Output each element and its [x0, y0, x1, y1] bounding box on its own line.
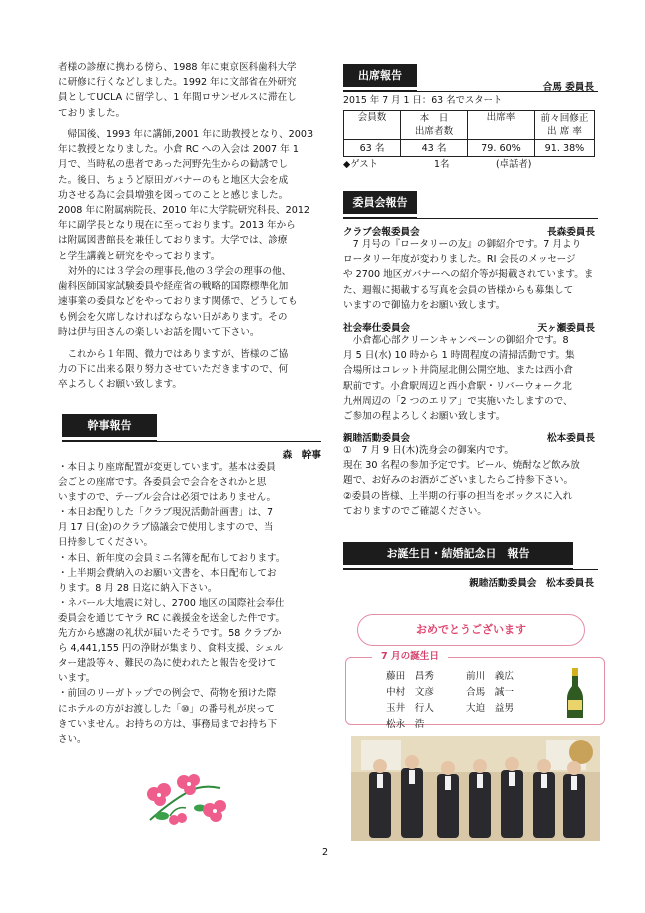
text-line: や 2700 地区ガバナーへの紹介等が掲載されています。ま — [343, 269, 594, 281]
text-line: ておりました。 — [58, 107, 126, 119]
text-line: 先方から感謝の礼状が届いたそうです。58 クラブか — [58, 628, 282, 640]
header-rule — [343, 569, 598, 570]
text-line: ター建設等々、難民の為に使われたと報告を受けて — [58, 658, 277, 670]
text-line: 題で、お好みのお酒がございましたらご持参下さい。 — [343, 475, 574, 487]
text-line: 時は伊与田さんの楽しいお話を聞いて下さい。 — [58, 326, 260, 338]
text-line: 対外的には３学会の理事長,他の３学会の理事の他、 — [67, 266, 292, 277]
kanji-report-body — [58, 460, 323, 747]
birthday-name: 松永 浩 — [386, 719, 425, 730]
text-line: ・上半期会費納入のお願い文書を、本日配布してお — [58, 567, 277, 579]
text-line: います。 — [58, 673, 96, 685]
text-line: 月 5 日(水) 10 時から 1 時間程度の清掃活動です。集 — [343, 350, 575, 362]
text-line: ロータリー年度が変わりました。RI 会長のメッセージ — [343, 254, 576, 266]
text-line: ・本日より座席配置が変更しています。基本は委員 — [58, 462, 276, 473]
attendance-signature: 合馬 委員長 — [542, 82, 594, 93]
group-photo — [351, 736, 600, 841]
table-header: 出席率 — [468, 111, 535, 140]
text-line: は附属図書館長を兼任しております。大学では、診療 — [58, 235, 288, 247]
birthday-label: 7 月の誕生日 — [372, 650, 448, 664]
page-number: 2 — [322, 847, 329, 858]
table-header: 会員数 — [344, 111, 401, 140]
career-paragraph — [58, 127, 328, 264]
kanji-signature: 森 幹事 — [282, 450, 321, 461]
fellowship-committee-title — [343, 430, 595, 444]
text-line: いますので、テーブル会合は必須ではありません。 — [58, 492, 277, 504]
text-line: 2008 年に附属病院長、2010 年に大学院研究科長、2012 — [58, 205, 311, 217]
committee-chair: 長森委員長 — [547, 227, 595, 238]
text-line: 九州周辺の「2 つのエリア」で実施いたしますので、 — [343, 395, 573, 407]
text-line: に研修に行くなどしました。1992 年に文部省在外研究 — [58, 77, 297, 89]
text-line: ・本日、新年度の会員ミニ名簿を配布しております。 — [58, 552, 286, 564]
kanji-report-header: 幹事報告 — [62, 414, 157, 437]
community-service-body — [343, 333, 603, 424]
attendance-start: 2015 年 7 月 1 日：63 名でスタート — [343, 95, 503, 106]
text-line: ります。8 月 28 日迄に納入下さい。 — [58, 582, 218, 594]
club-bulletin-committee-title — [343, 224, 595, 238]
fellowship-body — [343, 443, 603, 519]
committee-header: 委員会報告 — [343, 191, 417, 214]
text-line: ておりますのでご確認ください。 — [343, 505, 487, 517]
flower-illustration — [140, 772, 232, 830]
club-bulletin-body — [343, 237, 603, 313]
text-line: ご参加の程よろしくお願い致します。 — [343, 411, 506, 423]
committee-name: クラブ会報委員会 — [343, 227, 420, 238]
attendance-table — [343, 110, 595, 157]
committee-name: 社会奉仕委員会 — [343, 323, 411, 334]
text-line: 合場所はコレット井筒屋北側公開空地、または西小倉 — [343, 365, 574, 377]
text-line: 速事業の委員などをやっております関係で、どうしても — [58, 296, 298, 308]
guest-note: (卓話者) — [496, 159, 532, 170]
committee-chair: 天ヶ瀬委員長 — [537, 323, 595, 334]
activities-paragraph — [58, 264, 328, 340]
text-line: にホテルの方がお渡しした「⑩」の番号札が戻って — [58, 703, 276, 715]
text-line: と学生講義と研究をやっております。 — [58, 250, 221, 262]
birthday-name: 前川 義広 — [466, 671, 514, 682]
community-service-committee-title — [343, 320, 595, 334]
text-line: 者様の診療に携わる傍ら、1988 年に東京医科歯科大学 — [58, 62, 297, 73]
text-line: も例会を欠席しなければならない日があります。その — [58, 311, 288, 323]
text-line: た。後日、ちょうど原田ガバナーのもと地区大会を成 — [58, 174, 289, 186]
table-cell: 43 名 — [401, 140, 468, 157]
text-line: 7 月号の『ロータリーの友』の御紹介です。7 月より — [352, 239, 582, 250]
text-line: ① 7 月 9 日(木)洗身会の御案内です。 — [343, 445, 514, 456]
header-rule — [343, 218, 598, 219]
table-cell: 91. 38% — [535, 140, 595, 157]
table-header: 本 日 出席者数 — [401, 111, 468, 140]
table-cell: 79. 60% — [468, 140, 535, 157]
intro-paragraph — [58, 60, 328, 121]
text-line: た、週報に掲載する写真を会員の皆様からも募集して — [343, 284, 574, 296]
text-line: 年に教授となりました。小倉 RC への入会は 2007 年 1 — [58, 144, 299, 156]
committee-name: 親睦活動委員会 — [343, 433, 411, 444]
birthday-name: 合馬 誠一 — [466, 687, 514, 698]
congratulations-banner: おめでとうございます — [357, 614, 585, 646]
birthday-header: お誕生日・結婚記念日 報告 — [343, 542, 573, 565]
text-line: ・前回のリーガトップでの例会で、荷物を預けた際 — [58, 688, 277, 700]
text-line: 功させる為に会員増強を図ってのことと感じました。 — [58, 189, 289, 201]
attendance-header: 出席報告 — [343, 64, 417, 87]
text-line: 駅前です。小倉駅周辺と西小倉駅・リバーウォーク北 — [343, 380, 572, 392]
birthday-name: 中村 文彦 — [386, 687, 434, 698]
guest-count: 1名 — [434, 159, 450, 170]
text-line: さい。 — [58, 733, 87, 745]
text-line: きていません。お持ちの方は、事務局までお持ち下 — [58, 718, 278, 730]
group-photo-illustration — [351, 736, 600, 841]
text-line: ら 4,441,155 円の浄財が集まり、食料支援、シェル — [58, 643, 284, 655]
text-line: 月 17 日(金)のクラブ協議会で使用しますので、当 — [58, 522, 274, 534]
text-line: 卒よろしくお願い致します。 — [58, 379, 182, 391]
birthday-name: 藤田 昌秀 — [386, 671, 434, 682]
guest-label: ◆ゲスト — [343, 159, 378, 170]
closing-paragraph — [58, 347, 328, 393]
text-line: 員としてUCLA に留学し、1 年間ロサンゼルスに滞在し — [58, 92, 297, 104]
text-line: 小倉都心部クリーンキャンペーンの御紹介です。8 — [352, 335, 569, 346]
text-line: いますので御協力をお願い致します。 — [343, 299, 506, 311]
text-line: 日持参してください。 — [58, 537, 154, 549]
text-line: ・本日お配りした「クラブ現況活動計画書」は、7 — [58, 507, 274, 519]
text-line: 歯科医師国家試験委員や経産省の戦略的国際標準化加 — [58, 281, 289, 293]
committee-chair: 松本委員長 — [547, 433, 595, 444]
birthday-name: 大迫 益男 — [466, 703, 514, 714]
text-line: 帰国後、1993 年に講師,2001 年に助教授となり、2003 — [67, 129, 314, 140]
table-cell: 63 名 — [344, 140, 401, 157]
text-line: 委員会を通じてヤラ RC に義援金を送金した件です。 — [58, 612, 286, 624]
text-line: 現在 30 名程の参加予定です。ビール、焼酎など飲み放 — [343, 460, 580, 472]
birthday-name: 玉井 行人 — [386, 703, 434, 714]
champagne-bottle-icon — [565, 668, 585, 720]
birthday-signature: 親睦活動委員会 松本委員長 — [469, 578, 594, 589]
text-line: 年に副学長となり現在に至っております。2013 年から — [58, 220, 296, 232]
text-line: 力の下に出来る限り努力させていただきますので、何 — [58, 364, 289, 376]
text-line: 月で、当時私の患者であった河野先生からの勧誘でし — [58, 159, 288, 171]
text-line: これから１年間、微力ではありますが、皆様のご協 — [67, 349, 289, 360]
text-line: ・ネパール大地震に対し、2700 地区の国際社会奉仕 — [58, 597, 285, 609]
text-line: 会ごとの座席です。各委員会で会合をされかと思 — [58, 477, 267, 489]
text-line: ②委員の皆様、上半期の行事の担当をボックスに入れ — [343, 490, 573, 502]
header-rule — [62, 441, 321, 442]
table-header: 前々回修正 出 席 率 — [535, 111, 595, 140]
